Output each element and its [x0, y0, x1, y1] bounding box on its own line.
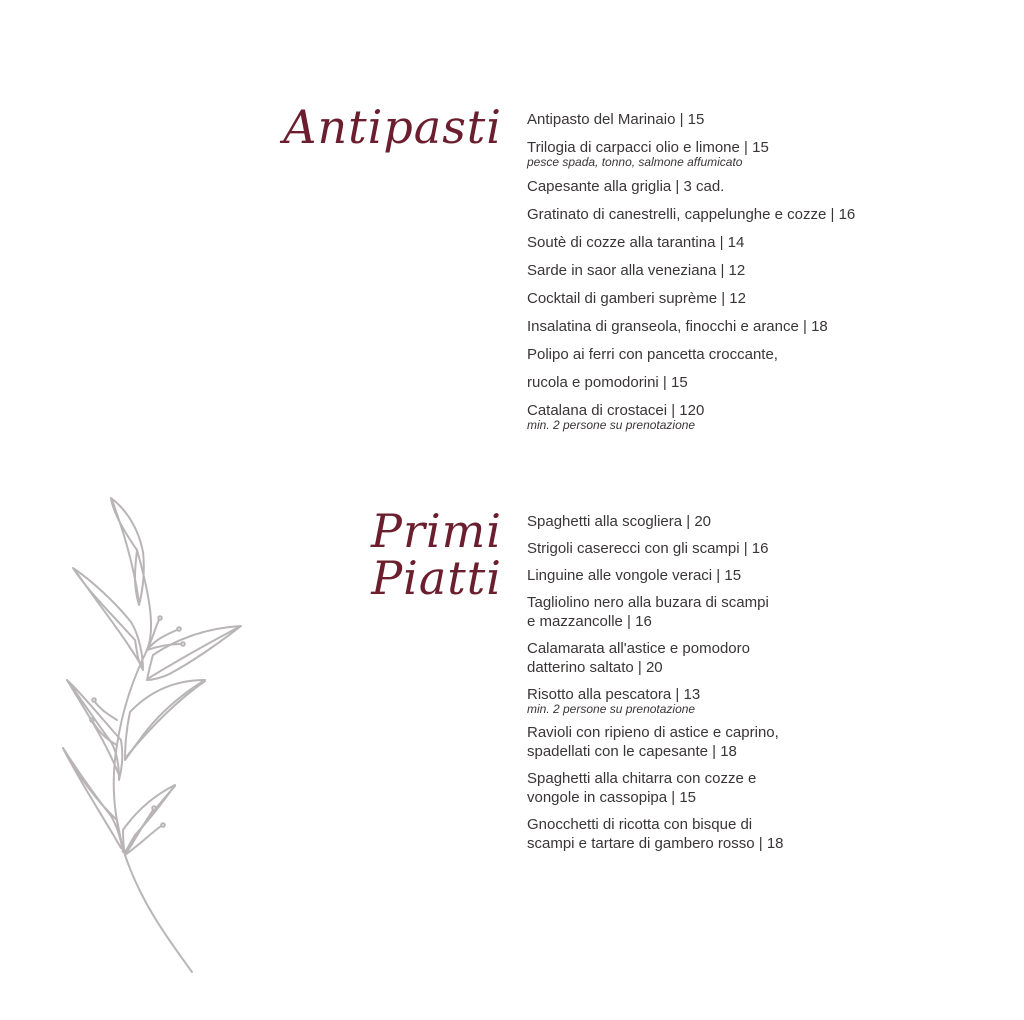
- menu-item-text: Trilogia di carpacci olio e limone | 15: [527, 139, 769, 156]
- menu-item-text: Polipo ai ferri con pancetta croccante,: [527, 346, 778, 363]
- menu-item-text: Catalana di crostacei | 120: [527, 402, 705, 419]
- menu-item-text: Spaghetti alla chitarra con cozze e: [527, 770, 757, 787]
- menu-item-text: Gratinato di canestrelli, cappelunghe e cozze | 16: [527, 206, 856, 223]
- menu-item: [527, 769, 1007, 807]
- menu-item-text: datterino saltato | 20: [527, 659, 663, 676]
- menu-item: [527, 177, 1007, 196]
- menu-item: [527, 566, 1007, 585]
- menu-item: [527, 815, 1007, 853]
- primi-piatti-list: [527, 512, 1007, 861]
- menu-item: [527, 512, 1007, 531]
- menu-item: [527, 593, 1007, 631]
- menu-item-text: Risotto alla pescatora | 13: [527, 686, 701, 703]
- menu-item: [527, 138, 1007, 168]
- antipasti-list: [527, 110, 1007, 440]
- menu-item: [527, 261, 1007, 280]
- menu-item-text: Capesante alla griglia | 3 cad.: [527, 178, 725, 195]
- menu-item: [527, 685, 1007, 715]
- menu-item: [527, 639, 1007, 677]
- menu-item-text: spadellati con le capesante | 18: [527, 743, 737, 760]
- menu-item: [527, 539, 1007, 558]
- menu-item-text: Linguine alle vongole veraci | 15: [527, 567, 742, 584]
- menu-item-text: Strigoli caserecci con gli scampi | 16: [527, 540, 769, 557]
- piatti-title-line: Piatti: [371, 550, 502, 605]
- menu-item-note: pesce spada, tonno, salmone affumicato: [527, 155, 743, 169]
- menu-item-text: rucola e pomodorini | 15: [527, 374, 688, 391]
- menu-item: [527, 317, 1007, 336]
- olive-branch-icon: [55, 490, 255, 990]
- menu-item: [527, 401, 1007, 431]
- menu-item: [527, 233, 1007, 252]
- menu-item: [527, 289, 1007, 308]
- menu-item-text: scampi e tartare di gambero rosso | 18: [527, 835, 784, 852]
- menu-item-text: Ravioli con ripieno di astice e caprino,: [527, 724, 779, 741]
- antipasti-title: Antipasti: [283, 100, 502, 154]
- primi-piatti-title: [371, 504, 502, 605]
- menu-item-text: Cocktail di gamberi suprème | 12: [527, 290, 746, 307]
- menu-item-text: vongole in cassopipa | 15: [527, 789, 697, 806]
- menu-item-text: Tagliolino nero alla buzara di scampi: [527, 594, 769, 611]
- menu-item-text: Antipasto del Marinaio | 15: [527, 111, 705, 128]
- menu-item: [527, 373, 1007, 392]
- menu-item: [527, 110, 1007, 129]
- menu-item-note: min. 2 persone su prenotazione: [527, 702, 696, 716]
- menu-item-text: Spaghetti alla scogliera | 20: [527, 513, 712, 530]
- menu-item-text: Sarde in saor alla veneziana | 12: [527, 262, 746, 279]
- menu-item-text: e mazzancolle | 16: [527, 613, 652, 630]
- menu-item: [527, 723, 1007, 761]
- menu-item: [527, 205, 1007, 224]
- menu-item-text: Soutè di cozze alla tarantina | 14: [527, 234, 745, 251]
- menu-item: [527, 345, 1007, 364]
- primi-title-line: Primi: [371, 504, 502, 558]
- menu-item-text: Calamarata all'astice e pomodoro: [527, 640, 750, 657]
- menu-item-text: Insalatina di granseola, finocchi e arance | 18: [527, 318, 828, 335]
- menu-item-note: min. 2 persone su prenotazione: [527, 418, 696, 432]
- menu-item-text: Gnocchetti di ricotta con bisque di: [527, 816, 753, 833]
